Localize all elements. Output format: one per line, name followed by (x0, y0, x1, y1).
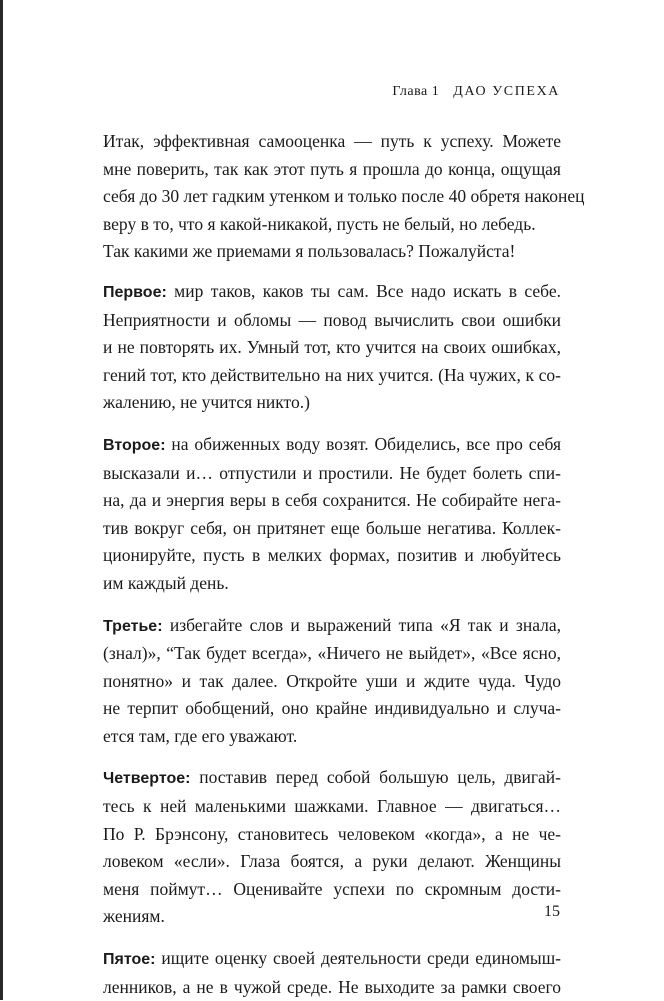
intro-paragraph (103, 128, 585, 266)
chapter-title: ДАО УСПЕХА (453, 84, 560, 99)
text-line: себя до 30 лет гадким утенком и только после 40 обретя наконец (103, 186, 585, 207)
text-line: веру в то, что я какой-никакой, пусть не белый, но лебедь. (103, 213, 536, 234)
text-line: не терпит обобщений, оно крайне индивидуально и случа- (103, 698, 561, 719)
point-second (103, 431, 561, 598)
text-line: ется там, где его уважают. (103, 725, 298, 746)
point-third (103, 612, 561, 751)
point-lead: Первое: (103, 283, 167, 301)
chapter-label: Глава 1 (392, 84, 440, 99)
point-lead: Второе: (103, 436, 166, 454)
text-line: Так какими же приемами я пользовалась? Пожалуйста! (103, 241, 516, 262)
text-line: Второе: на обиженных воду возят. Обиделись, все про себя (103, 433, 561, 454)
point-fourth (103, 764, 561, 931)
text-line: на, да и энергия веры в себя сохранится. Не собирайте нега- (103, 490, 561, 511)
point-lead: Четвертое: (103, 770, 191, 788)
text-line: высказали и… отпустили и простили. Не будет болеть спи- (103, 462, 561, 483)
point-fifth (103, 945, 561, 1001)
text-line: гений тот, кто действительно на них учится. (На чужих, к со- (103, 364, 561, 385)
text-line: Первое: мир таков, каков ты сам. Все надо искать в себе. (103, 280, 561, 301)
text-line: ленников, а не в чужой среде. Не выходите за рамки своего (103, 976, 561, 997)
page-edge-rule (0, 0, 3, 1000)
text-line: тив вокруг себя, он притянет еще больше негатива. Коллек- (103, 517, 561, 538)
text-line: Третье: избегайте слов и выражений типа «Я так и знала, (103, 614, 561, 635)
text-line: мне поверить, так как этот путь я прошла до конца, ощущая (103, 158, 561, 179)
text-line: По Р. Брэнсону, становитесь человеком «когда», а не че- (103, 823, 561, 844)
text-line: жениям. (103, 906, 165, 927)
text-line: понятно» и так далее. Откройте уши и ждите чуда. Чудо (103, 670, 561, 691)
text-line: тесь к ней маленькими шажками. Главное — двигаться… (103, 796, 561, 817)
text-line: Итак, эффективная самооценка — путь к успеху. Можете (103, 131, 561, 151)
point-lead: Пятое: (103, 951, 156, 969)
running-header (392, 84, 560, 100)
text-line: ционируйте, пусть в мелких формах, позитив и любуйтесь (103, 545, 561, 566)
text-line: меня поймут… Оценивайте успехи по скромным дости- (103, 878, 561, 899)
text-line: Четвертое: поставив перед собой большую цель, двигай- (103, 767, 561, 788)
page-body (103, 128, 585, 1001)
text-line: Неприятности и обломы — повод вычислить свои ошибки (103, 309, 561, 330)
text-line: (знал)», “Так будет всегда», «Ничего не выйдет», «Все ясно, (103, 643, 561, 664)
page-number: 15 (544, 903, 560, 920)
text-line: и не повторять их. Умный тот, кто учится на своих ошибках, (103, 337, 561, 358)
point-lead: Третье: (103, 617, 163, 635)
text-line: им каждый день. (103, 572, 229, 593)
text-line: Пятое: ищите оценку своей деятельности среди единомыш- (103, 948, 561, 969)
text-line: жалению, не учится никто.) (103, 392, 310, 413)
text-line: ловеком «если». Глаза боятся, а руки делают. Женщины (103, 851, 561, 872)
point-first (103, 278, 561, 417)
